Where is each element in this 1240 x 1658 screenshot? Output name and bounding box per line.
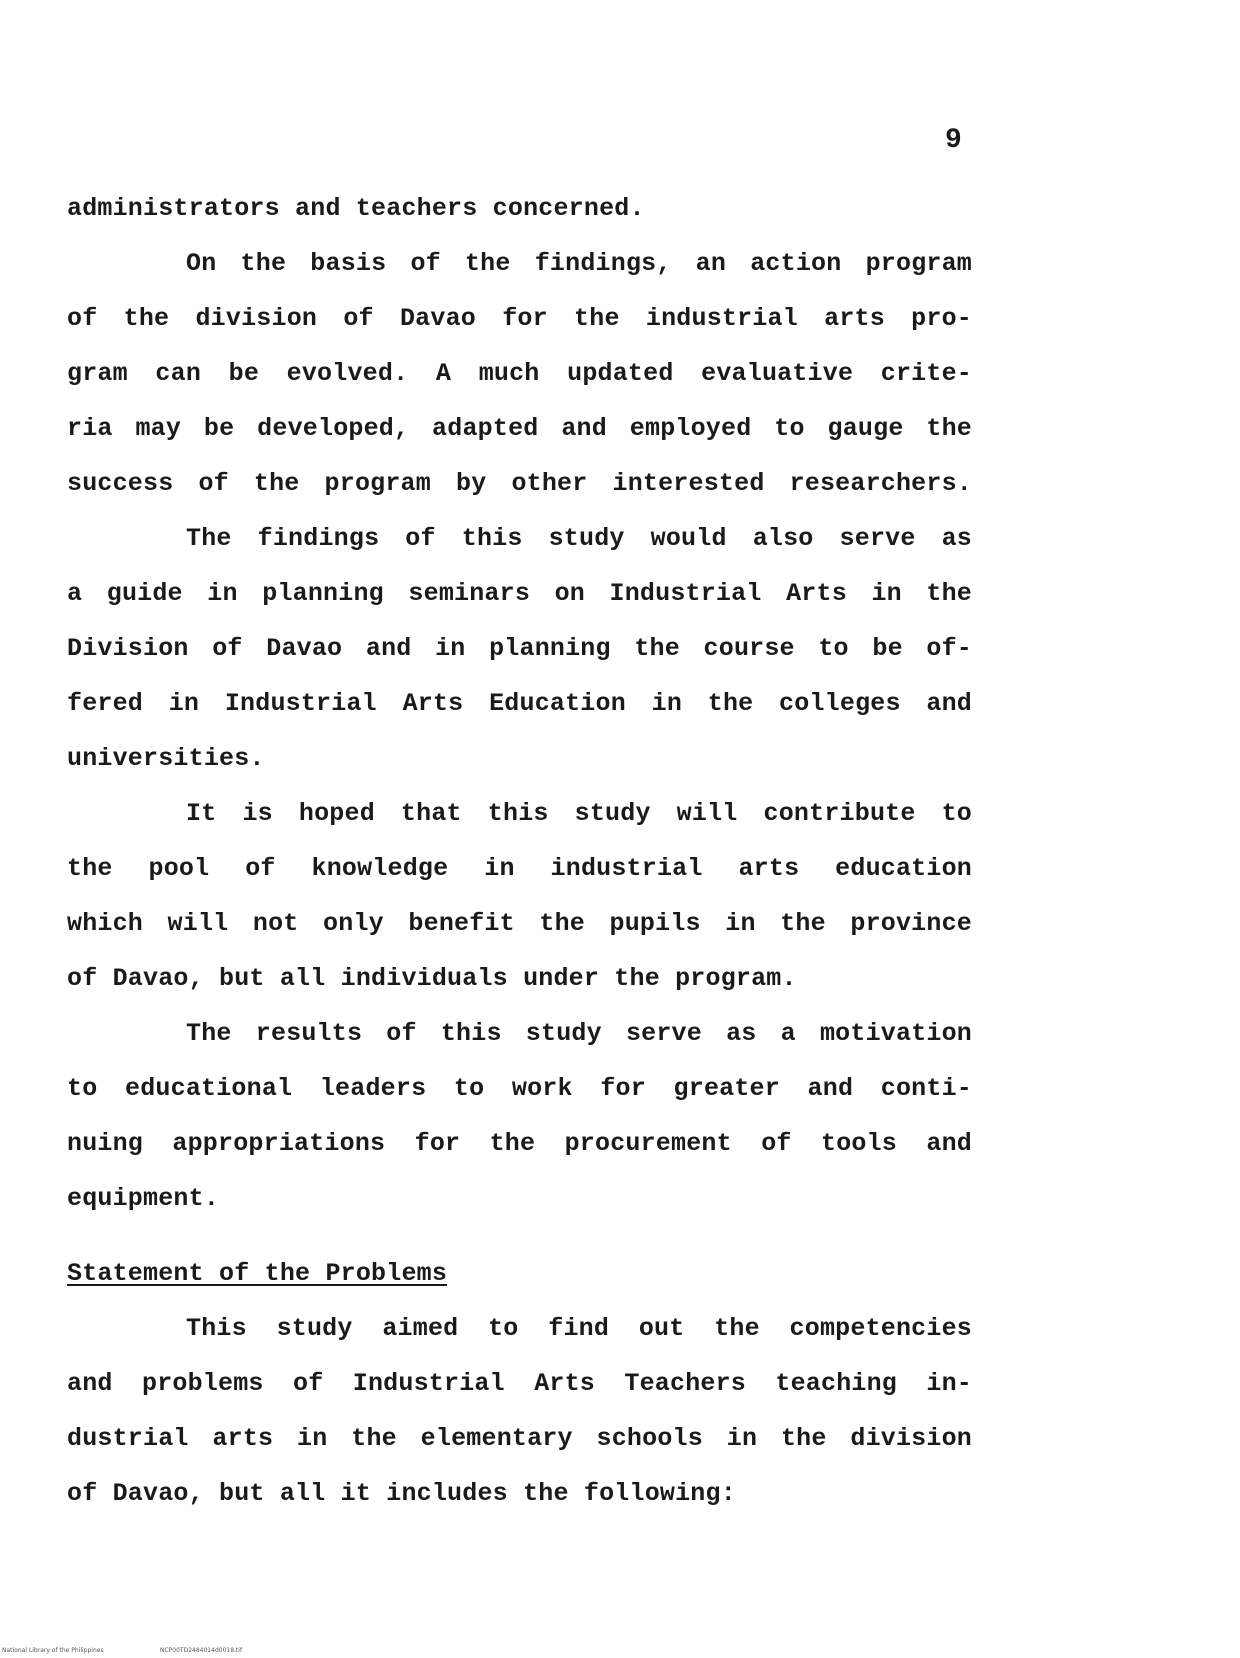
paragraph-line: It is hoped that this study will contribute to — [186, 799, 972, 828]
paragraph-line: of Davao, but all individuals under the program. — [67, 964, 797, 993]
paragraph-line: gram can be evolved. A much updated evaluative crite- — [67, 359, 972, 388]
paragraph-line: of the division of Davao for the industrial arts pro- — [67, 304, 972, 333]
paragraph-line: The results of this study serve as a motivation — [186, 1019, 972, 1048]
paragraph-line: The findings of this study would also serve as — [186, 524, 972, 553]
paragraph-line: to educational leaders to work for greater and conti- — [67, 1074, 972, 1103]
paragraph-line: dustrial arts in the elementary schools in the division — [67, 1424, 972, 1453]
paragraph-line: the pool of knowledge in industrial arts education — [67, 854, 972, 883]
paragraph-line: This study aimed to find out the competencies — [186, 1314, 972, 1343]
paragraph-line: a guide in planning seminars on Industrial Arts in the — [67, 579, 972, 608]
paragraph-line: universities. — [67, 744, 265, 773]
paragraph-line: fered in Industrial Arts Education in the colleges and — [67, 689, 972, 718]
body-text — [67, 181, 972, 1521]
paragraph-line: nuing appropriations for the procurement of tools and — [67, 1129, 972, 1158]
paragraph-line: success of the program by other interested researchers. — [67, 469, 972, 498]
footer-file-code: NCP00TD2484014d0018.tif — [160, 1647, 243, 1654]
paragraph-line: ria may be developed, adapted and employed to gauge the — [67, 414, 972, 443]
paragraph-line: On the basis of the findings, an action program — [186, 249, 972, 278]
paragraph-line: equipment. — [67, 1184, 220, 1213]
paragraph-line: of Davao, but all it includes the following: — [67, 1479, 736, 1508]
paragraph-line: and problems of Industrial Arts Teachers teaching in- — [67, 1369, 972, 1398]
paragraph-line: administrators and teachers concerned. — [67, 194, 645, 223]
paragraph-line: which will not only benefit the pupils in the province — [67, 909, 972, 938]
paragraph-line: Division of Davao and in planning the course to be of- — [67, 634, 972, 663]
section-heading: Statement of the Problems — [67, 1259, 448, 1288]
footer-library-credit: National Library of the Philippines — [2, 1647, 104, 1654]
page-number: 9 — [945, 125, 962, 156]
